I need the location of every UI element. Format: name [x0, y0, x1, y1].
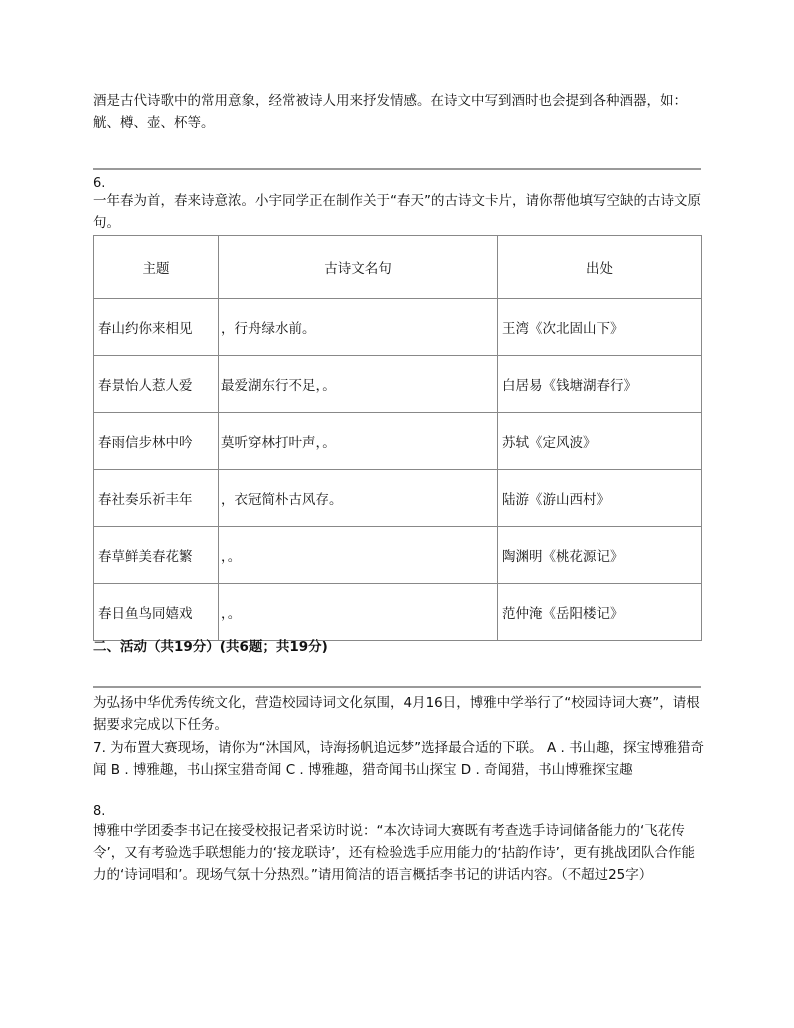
- table-row: [94, 299, 702, 356]
- divider: [93, 686, 701, 688]
- cell-source: 苏轼《定风波》: [498, 413, 702, 470]
- poem-table: [93, 235, 702, 641]
- intro-paragraph: 酒是古代诗歌中的常用意象，经常被诗人用来抒发情感。在诗文中写到酒时也会提到各种酒器，如：觥、樽、壶、杯等。: [93, 93, 687, 131]
- cell-poem-line[interactable]: ，。: [219, 584, 498, 641]
- cell-poem-line[interactable]: ，衣冠简朴古风存。: [219, 470, 498, 527]
- question-6-number: 6.: [93, 176, 106, 191]
- table-row: [94, 527, 702, 584]
- cell-source: 王湾《次北固山下》: [498, 299, 702, 356]
- header-theme: 主题: [94, 236, 219, 299]
- cell-theme: 春景怡人惹人爱: [94, 356, 219, 413]
- cell-source: 陶渊明《桃花源记》: [498, 527, 702, 584]
- table-row: [94, 413, 702, 470]
- cell-theme: 春雨信步林中吟: [94, 413, 219, 470]
- header-poem-line: 古诗文名句: [219, 236, 498, 299]
- cell-poem-line[interactable]: 最爱湖东行不足，。: [219, 356, 498, 413]
- table-row: [94, 470, 702, 527]
- activity-intro: 为弘扬中华优秀传统文化，营造校园诗词文化氛围，4月16日，博雅中学举行了“校园诗词大赛”，请根据要求完成以下任务。: [93, 695, 700, 733]
- section-2-heading: 二、活动（共19分）(共6题；共19分): [93, 639, 328, 655]
- cell-source: 陆游《游山西村》: [498, 470, 702, 527]
- cell-theme: 春社奏乐祈丰年: [94, 470, 219, 527]
- cell-poem-line[interactable]: ，行舟绿水前。: [219, 299, 498, 356]
- cell-theme: 春山约你来相见: [94, 299, 219, 356]
- table-row: [94, 356, 702, 413]
- cell-theme: 春草鲜美春花繁: [94, 527, 219, 584]
- cell-source: 白居易《钱塘湖春行》: [498, 356, 702, 413]
- cell-poem-line[interactable]: 莫听穿林打叶声，。: [219, 413, 498, 470]
- table-row: [94, 584, 702, 641]
- question-7: 7. 为布置大赛现场，请你为“沐国风，诗海扬帆追远梦”选择最合适的下联。 A . 书山趣，探宝博雅猎奇闻 B . 博雅趣，书山探宝猎奇闻 C . 博雅趣，猎奇闻书山探宝 D . 奇闻猎，书山博雅探宝趣: [93, 740, 705, 778]
- table-header-row: [94, 236, 702, 299]
- cell-theme: 春日鱼鸟同嬉戏: [94, 584, 219, 641]
- cell-poem-line[interactable]: ，。: [219, 527, 498, 584]
- divider: [93, 168, 701, 170]
- cell-source: 范仲淹《岳阳楼记》: [498, 584, 702, 641]
- question-8-prompt: 博雅中学团委李书记在接受校报记者采访时说：“本次诗词大赛既有考查选手诗词储备能力的‘飞花传令’，又有考验选手联想能力的‘接龙联诗’，还有检验选手应用能力的‘拈韵作诗’，更有挑战团队合作能力的‘诗词唱和’。现场气氛十分热烈。”请用简洁的语言概括李书记的讲话内容。（不超过25字）: [93, 823, 695, 883]
- question-8-number: 8.: [93, 804, 106, 819]
- header-source: 出处: [498, 236, 702, 299]
- question-6-prompt: 一年春为首，春来诗意浓。小宇同学正在制作关于“春天”的古诗文卡片，请你帮他填写空缺的古诗文原句。: [93, 193, 701, 231]
